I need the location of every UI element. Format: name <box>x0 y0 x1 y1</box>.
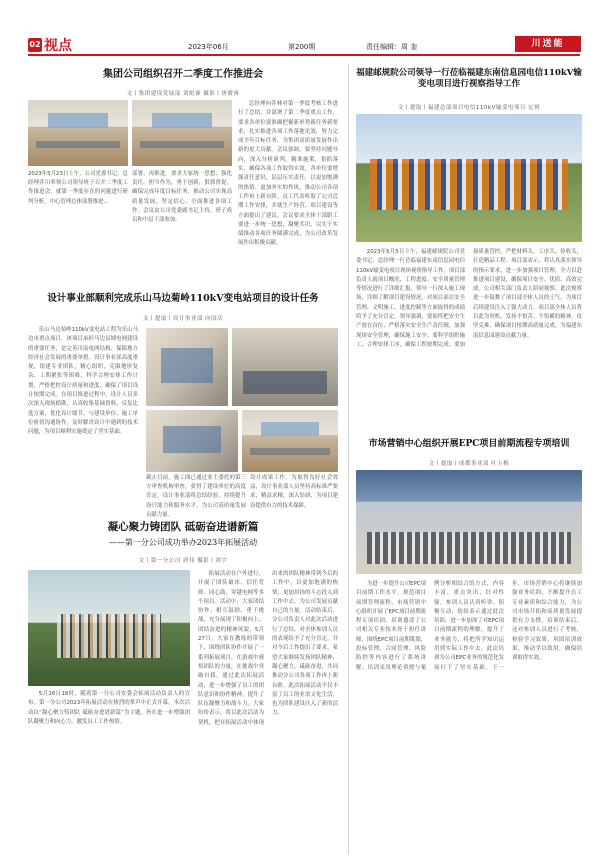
article-3-title: 凝心聚力铸团队 砥砺奋进谱新篇 <box>107 521 259 533</box>
article-2-title: 设计事业部顺利完成乐山马边菊岭110kV变电站项目的设计任务 <box>47 293 319 304</box>
page-header <box>0 0 600 58</box>
article-1-body-a: 部署、再推进。要求大家统一思想、强化责任、担当作为，勇于创新，狠抓督促，确保完成年度目标任务，推动公司实现高质量发展，坚定信心，全面推进各项工作。会议由公司党委副书记主持，班子成员和中层干部参加。 <box>132 171 232 223</box>
article-2-body-a: 乐山马边菊岭110kV变电站工程为乐山马边市重点项目，该项目承担马边县域电网建设的重要任务，是完善川南电网结构、保障地方经济社会发展的重要举措。设计事业部高度重视，组建专业团队，精心组织，克服地形复杂、工期紧张等困难，科学合理安排工作计划，严格把控设计质量和进度，确保了项目设计按期完成。在项目推进过程中，设计人员多次深入现场踏勘，认真收集基础资料，反复比选方案，优化设计细节，与建设单位、施工单位密切沟通协作，及时解决设计中遇到的技术问题，为项目顺利实施奠定了坚实基础。 <box>28 327 138 436</box>
article-2-body-b: 截止目前，施工图已通过业主委托的第三方审查机构审查，获得了建设单位的高度肯定。设计事业部将总结经验，持续提升设计能力和服务水平，为公司高质量发展贡献力量。 <box>146 475 246 518</box>
article-3-body-wrap <box>198 570 338 850</box>
article-5-photo <box>356 470 582 574</box>
article-1-body-a-wrap <box>132 170 232 240</box>
article-2-body-c: 设计成果工作。为取得良好社会效益，设计事业部人员坚持高标准严要求，精益求精，深入钻研，为项目建设提供有力的技术保障。 <box>250 475 338 509</box>
newspaper-logo: 川送能 <box>515 36 581 52</box>
article-3-byline: 文丨第一分公司 唐伟 摄影丨刘宇 <box>138 558 228 564</box>
article-5-title: 市场营销中心组织开展EPC项目前期流程专项培训 <box>368 439 570 449</box>
article-3-photo <box>28 570 190 686</box>
article-1-photo-main <box>132 100 232 166</box>
article-4-header <box>356 68 582 100</box>
article-4-photo <box>356 114 582 242</box>
article-3-body: 拓展活动在户外进行，开展了团队破冰、信任背摔、同心鼓、穿越电网等多个项目。活动中，大家团结协作、相互鼓励、勇于挑战，充分展现了积极向上、团结奋进的精神风貌。5月27日，大家在教练的带领下，围绕团队协作开展了一系列拓展项目，在游戏中感悟团队的力量，在挑战中突破自我。通过此次拓展活动，进一步增强了员工的团队意识和协作精神，提升了队伍凝聚力和战斗力。大家纷纷表示，将以此次活动为契机，把在拓展活动中体现出来的团队精神带到今后的工作中，以更加饱满的热情、更加昂扬的斗志投入到工作中去，为公司发展贡献自己的力量。活动结束后，分公司负责人对此次活动进行了总结，对全体参训人员的表现给予了充分肯定，并对今后工作提出了要求，希望大家继续发扬团队精神，凝心聚力，砥砺奋进，共同推动分公司各项工作再上新台阶。此次拓展活动不仅丰富了员工的业余文化生活，也为团队建设注入了新的活力。 <box>198 571 338 726</box>
article-5-header <box>356 438 582 456</box>
article-2-body-c-wrap <box>250 474 338 509</box>
article-2-header <box>28 293 338 311</box>
article-3-caption-wrap <box>28 690 190 850</box>
article-4-title: 福建邮规院公司领导一行莅临福建东南信息园电信110kV输变电项目进行视察指导工作 <box>356 68 582 90</box>
article-5-body-wrap <box>356 580 582 852</box>
article-1-header <box>28 68 338 86</box>
article-4-body: 2023年5月5日下午，福建邮规院公司党委书记、总经理一行莅临福建东南信息园电信110kV输变电项目现场视察指导工作。项目部负责人就项目概况、工程进度、安全质量管理等情况进行了详细汇报。领导一行深入施工现场，详细了解项目建设情况，对项目部在安全管理、文明施工、进度控制等方面取得的成绩给予了充分肯定。领导强调，要始终把安全生产放在首位，严格落实安全生产责任制，加强现场安全管理，确保施工安全；要科学组织施工，合理安排工序，确保工程按期完成；要加强质量管控，严把材料关、工序关、验收关，打造精品工程。项目部表示，将认真落实领导的指示要求，进一步加强项目管理，全力以赴推进项目建设，确保项目安全、优质、高效完成。公司相关部门负责人陪同视察。此次视察进一步鼓舞了项目部全体人员的士气，为项目后续建设注入了强大动力。项目部全体人员将以此为契机，发扬不怕苦、不怕累的精神，攻坚克难，确保项目按期高质量完成，为福建东南信息园建设贡献力量。 <box>356 249 582 348</box>
article-1-byline-wrap <box>28 86 338 96</box>
article-2-photo-2 <box>232 328 338 406</box>
article-1-caption: 2023年5月23日上午，公司党委书记、总经理乔川率领公司领导班子召开二季度工作推进会，就第一季度存在的问题进行研判分析，中心管理总体部署推进... <box>28 171 128 205</box>
header-rule <box>28 54 580 56</box>
article-1-title: 集团公司组织召开二季度工作推进会 <box>103 69 263 80</box>
article-5-body: 为进一步提升公司EPC项目前期工作水平，规范项目前期管理流程，市场营销中心组织开展了EPC项目前期流程专项培训。培训邀请了公司相关专业技术骨干担任讲师，围绕EPC项目前期策划、投标管理、合同管理、风险防控等内容进行了系统讲解。培训采用理论讲授与案例分析相结合的方式，内容丰富、重点突出、针对性强。参训人员认真听讲、积极互动，纷纷表示通过此次培训，进一步加深了对EPC项目前期流程的理解，提升了业务能力，将把所学知识运用到实际工作中去。此次培训为公司EPC业务的规范化发展打下了坚实基础。下一步，市场营销中心将继续加强业务培训，不断提升员工专业素质和综合能力，为公司市场开拓和高质量发展提供有力支撑。培训结束后，还对参训人员进行了考核，检验学习效果，巩固培训成果，推动学以致用，确保培训取得实效。 <box>356 581 582 671</box>
article-5-byline: 文丨提取丨成都事业部 叶玉梅 <box>428 461 510 467</box>
article-1-body-b-wrap <box>238 100 338 247</box>
article-3-byline-wrap <box>28 553 338 563</box>
article-1-caption-wrap <box>28 170 128 240</box>
article-2-body-b-wrap <box>146 474 246 518</box>
article-5-byline-wrap <box>356 456 582 466</box>
article-1-byline: 文丨集团建设发展部 刘彪睿 摄影丨唐俊睿 <box>126 91 240 97</box>
article-3-caption: 5月26日18时，随着第一分公司安委会拓展活动负责人的宣布，第一分公司2023年拓展活动在热烈的掌声中正式开幕。本次活动以“凝心聚力铸团队 砥砺奋进谱新篇”为主题，旨在进一步增强团队凝聚力和向心力，激发员工工作热情。 <box>28 691 190 725</box>
section-title: 视点 <box>44 38 72 54</box>
issue-number: 第200期 <box>288 43 316 51</box>
article-2-photo-3 <box>146 410 238 472</box>
issue-date: 2023年06月 <box>188 43 229 51</box>
article-2-photo-4 <box>242 410 338 472</box>
article-3-header <box>28 520 338 538</box>
article-4-body-wrap <box>356 248 582 428</box>
article-4-byline: 文丨提取丨福建总部项目电信110kV输变电项目 定斑 <box>397 105 541 111</box>
page-number: 02 <box>28 38 42 52</box>
article-2-photo-1 <box>146 328 228 406</box>
article-2-byline: 文丨提取丨设计事业部 向国庆 <box>142 316 224 322</box>
article-3-subtitle-wrap <box>28 538 338 552</box>
editor-credit: 责任编辑：周 奎 <box>366 43 418 51</box>
article-1-photo-small <box>28 100 128 166</box>
article-2-byline-wrap <box>28 311 338 321</box>
article-1-body-b: 总经理向乔林对第一季度考核工作进行了总结，并部署了第二季度重点工作，要求各单位要准确把握新形势新任务新要求，扎实推进各项工作落地见效，努力完成全年目标任务，为集团高质量发展作出新的更大贡献。会议强调，要坚持问题导向，深入分析研判，精准施策，狠抓落实，确保各项工作取得实效。各单位要增强责任意识，层层压实责任，以更加饱满的热情、更加务实的作风，推动公司各项工作再上新台阶。员工代表听取了公司近期工作安排，并就生产经营、项目建设等方面提出了建议。会议要求全体干部职工要进一步统一思想，凝聚共识，以实干实绩推动各项任务圆满完成，为公司改革发展作出积极贡献。 <box>238 101 338 247</box>
article-2-body-a-wrap <box>28 326 138 502</box>
article-4-byline-wrap <box>356 100 582 110</box>
column-divider <box>348 64 349 854</box>
article-3-subtitle: ——第一分公司成功举办2023年拓展活动 <box>108 538 258 547</box>
